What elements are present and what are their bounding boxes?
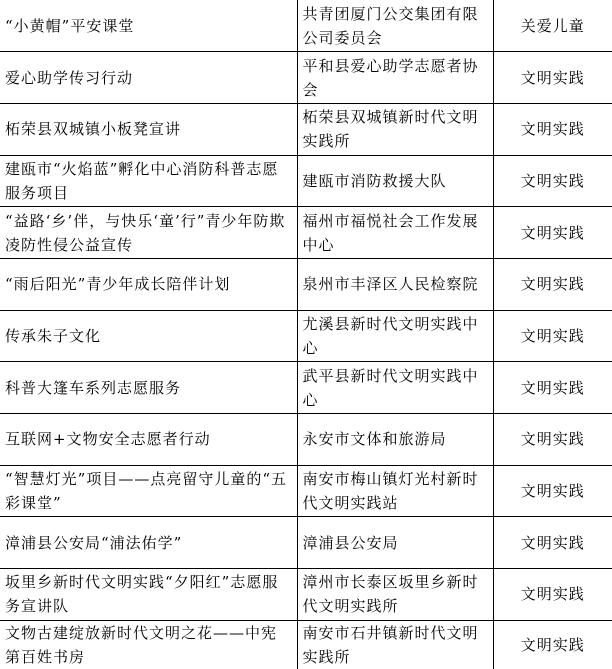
table-row xyxy=(0,517,612,569)
organization-cell: 南安市梅山镇灯光村新时代文明实践站 xyxy=(297,465,493,517)
organization-cell: 泉州市丰泽区人民检察院 xyxy=(297,258,493,310)
organization-cell: 尤溪县新时代文明实践中心 xyxy=(297,310,493,362)
table-row xyxy=(0,207,612,259)
project-name-cell: 科普大篷车系列志愿服务 xyxy=(0,362,297,414)
table-row xyxy=(0,310,612,362)
project-name-cell: 漳浦县公安局“浦法佑学” xyxy=(0,517,297,569)
category-cell: 文明实践 xyxy=(493,362,612,414)
table-row xyxy=(0,103,612,155)
organization-cell: 建瓯市消防救援大队 xyxy=(297,155,493,207)
table-row xyxy=(0,569,612,621)
organization-cell: 武平县新时代文明实践中心 xyxy=(297,362,493,414)
category-cell: 文明实践 xyxy=(493,569,612,621)
category-cell: 文明实践 xyxy=(493,465,612,517)
project-name-cell: 建瓯市“火焰蓝”孵化中心消防科普志愿服务项目 xyxy=(0,155,297,207)
project-name-cell: 柘荣县双城镇小板凳宣讲 xyxy=(0,103,297,155)
table-row xyxy=(0,465,612,517)
table-row xyxy=(0,620,612,669)
category-cell: 文明实践 xyxy=(493,155,612,207)
project-name-cell: “益路‘乡’伴，与快乐‘童’行”青少年防欺凌防性侵公益宣传 xyxy=(0,207,297,259)
organization-cell: 共青团厦门公交集团有限公司委员会 xyxy=(297,0,493,52)
category-cell: 文明实践 xyxy=(493,207,612,259)
category-cell: 文明实践 xyxy=(493,52,612,104)
organization-cell: 永安市文体和旅游局 xyxy=(297,414,493,466)
organization-cell: 漳州市长泰区坂里乡新时代文明实践所 xyxy=(297,569,493,621)
project-name-cell: 爱心助学传习行动 xyxy=(0,52,297,104)
project-name-cell: “雨后阳光”青少年成长陪伴计划 xyxy=(0,258,297,310)
organization-cell: 南安市石井镇新时代文明实践所 xyxy=(297,620,493,669)
project-name-cell: 传承朱子文化 xyxy=(0,310,297,362)
category-cell: 文明实践 xyxy=(493,310,612,362)
category-cell: 文明实践 xyxy=(493,103,612,155)
table-row xyxy=(0,258,612,310)
project-name-cell: 坂里乡新时代文明实践“夕阳红”志愿服务宣讲队 xyxy=(0,569,297,621)
organization-cell: 福州市福悦社会工作发展中心 xyxy=(297,207,493,259)
table-row xyxy=(0,414,612,466)
project-name-cell: 文物古建绽放新时代文明之花——中宪第百姓书房 xyxy=(0,620,297,669)
table-row xyxy=(0,52,612,104)
organization-cell: 漳浦县公安局 xyxy=(297,517,493,569)
table-row xyxy=(0,0,612,52)
table-row xyxy=(0,362,612,414)
project-name-cell: 互联网+文物安全志愿者行动 xyxy=(0,414,297,466)
category-cell: 文明实践 xyxy=(493,414,612,466)
table-row xyxy=(0,155,612,207)
category-cell: 关爱儿童 xyxy=(493,0,612,52)
category-cell: 文明实践 xyxy=(493,620,612,669)
organization-cell: 柘荣县双城镇新时代文明实践所 xyxy=(297,103,493,155)
category-cell: 文明实践 xyxy=(493,517,612,569)
project-name-cell: “小黄帽”平安课堂 xyxy=(0,0,297,52)
project-name-cell: “智慧灯光”项目——点亮留守儿童的“五彩课堂” xyxy=(0,465,297,517)
organization-cell: 平和县爱心助学志愿者协会 xyxy=(297,52,493,104)
category-cell: 文明实践 xyxy=(493,258,612,310)
